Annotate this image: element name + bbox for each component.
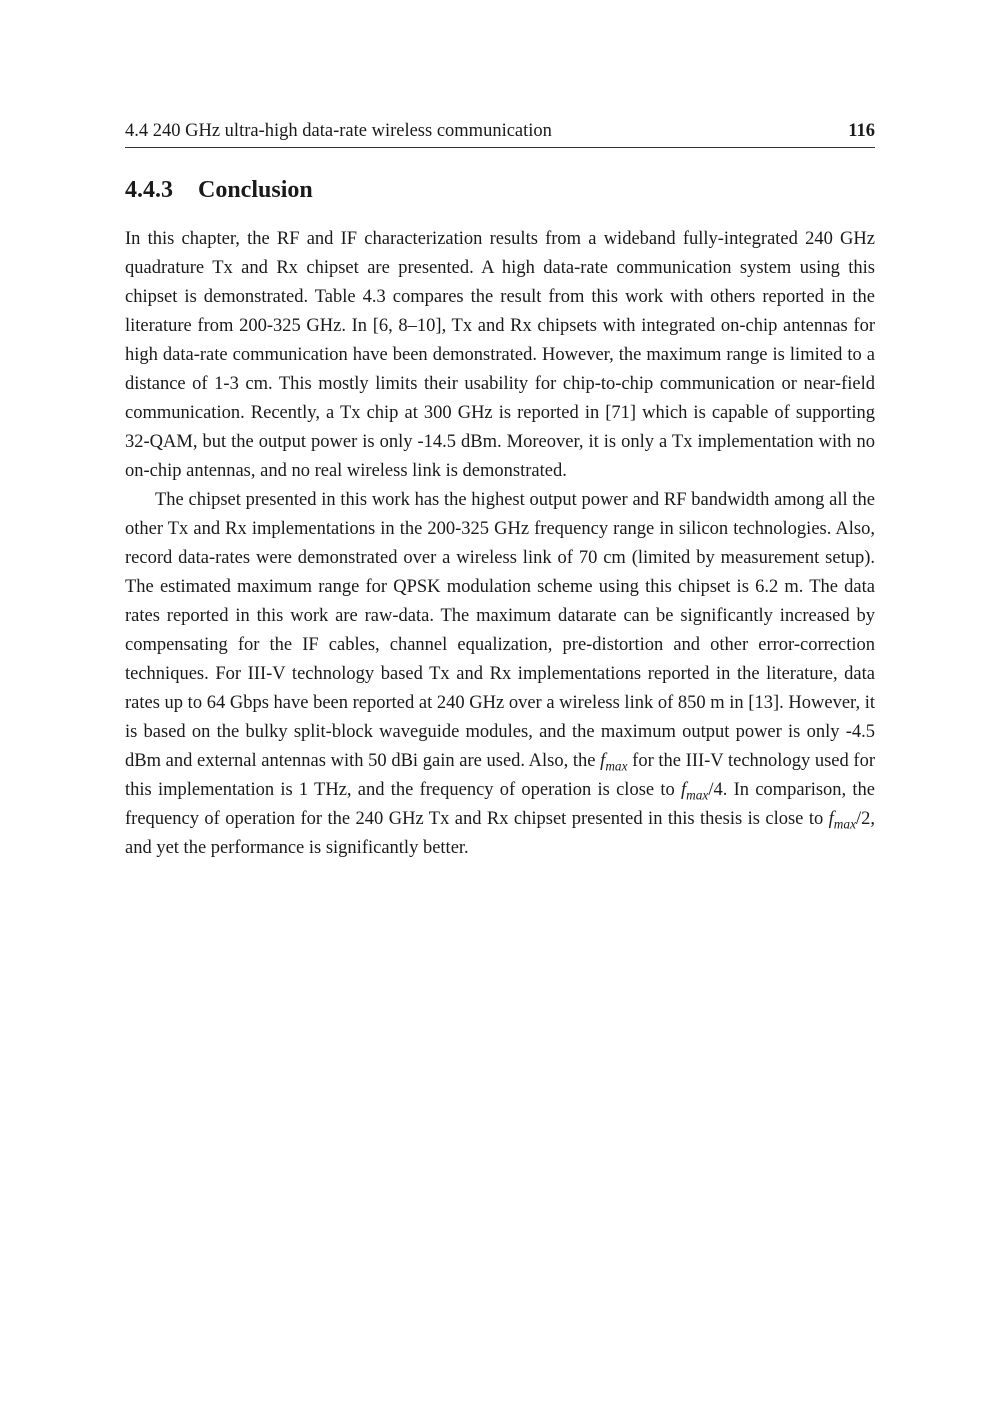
header-section-ref: 4.4 240 GHz ultra-high data-rate wireless communication	[125, 121, 552, 141]
paragraph-1: In this chapter, the RF and IF characterization results from a wideband fully-integrated 240 GHz quadrature Tx and Rx chipset are presented. A high data-rate communication system using this chipset is demonstrated. Table 4.3 compares the result from this work with others reported in the literature from 200-325 GHz. In [6, 8–10], Tx and Rx chipsets with integrated on-chip antennas for high data-rate communication have been demonstrated. However, the maximum range is limited to a distance of 1-3 cm. This mostly limits their usability for chip-to-chip communication or near-field communication. Recently, a Tx chip at 300 GHz is reported in [71] which is capable of supporting 32-QAM, but the output power is only -14.5 dBm. Moreover, it is only a Tx implementation with no on-chip antennas, and no real wireless link is demonstrated.	[125, 229, 875, 481]
paragraph-2-part-3: /4. In comparison, the frequency of operation for the 240 GHz Tx and Rx chipset presented in this thesis is close to	[125, 780, 875, 829]
body-text	[125, 225, 875, 863]
paragraph-2-part-2: for the III-V technology used for this implementation is 1 THz, and the frequency of operation is close to	[125, 751, 875, 800]
section-number: 4.4.3	[125, 177, 173, 203]
section-title: Conclusion	[198, 177, 313, 203]
paragraph-2-part-1: The chipset presented in this work has the highest output power and RF bandwidth among all the other Tx and Rx implementations in the 200-325 GHz frequency range in silicon technologies. Also, record data-rates were demonstrated over a wireless link of 70 cm (limited by measurement setup). The estimated maximum range for QPSK modulation scheme using this chipset is 6.2 m. The data rates reported in this work are raw-data. The maximum datarate can be significantly increased by compensating for the IF cables, channel equalization, pre-distortion and other error-correction techniques. For III-V technology based Tx and Rx implementations reported in the literature, data rates up to 64 Gbps have been reported at 240 GHz over a wireless link of 850 m in [13]. However, it is based on the bulky split-block waveguide modules, and the maximum output power is only -4.5 dBm and external antennas with 50 dBi gain are used. Also, the	[125, 490, 875, 771]
paragraph-2-part-4: /2, and yet the performance is significantly better.	[125, 809, 875, 858]
fmax-symbol: $f_{max}$	[600, 751, 628, 774]
paragraph-2	[125, 486, 875, 863]
page-number: 116	[848, 121, 875, 141]
fmax-symbol: $f_{max}$	[680, 780, 709, 803]
fmax-symbol: $f_{max}$	[828, 809, 856, 832]
running-header	[125, 121, 875, 148]
section-heading	[125, 177, 313, 204]
